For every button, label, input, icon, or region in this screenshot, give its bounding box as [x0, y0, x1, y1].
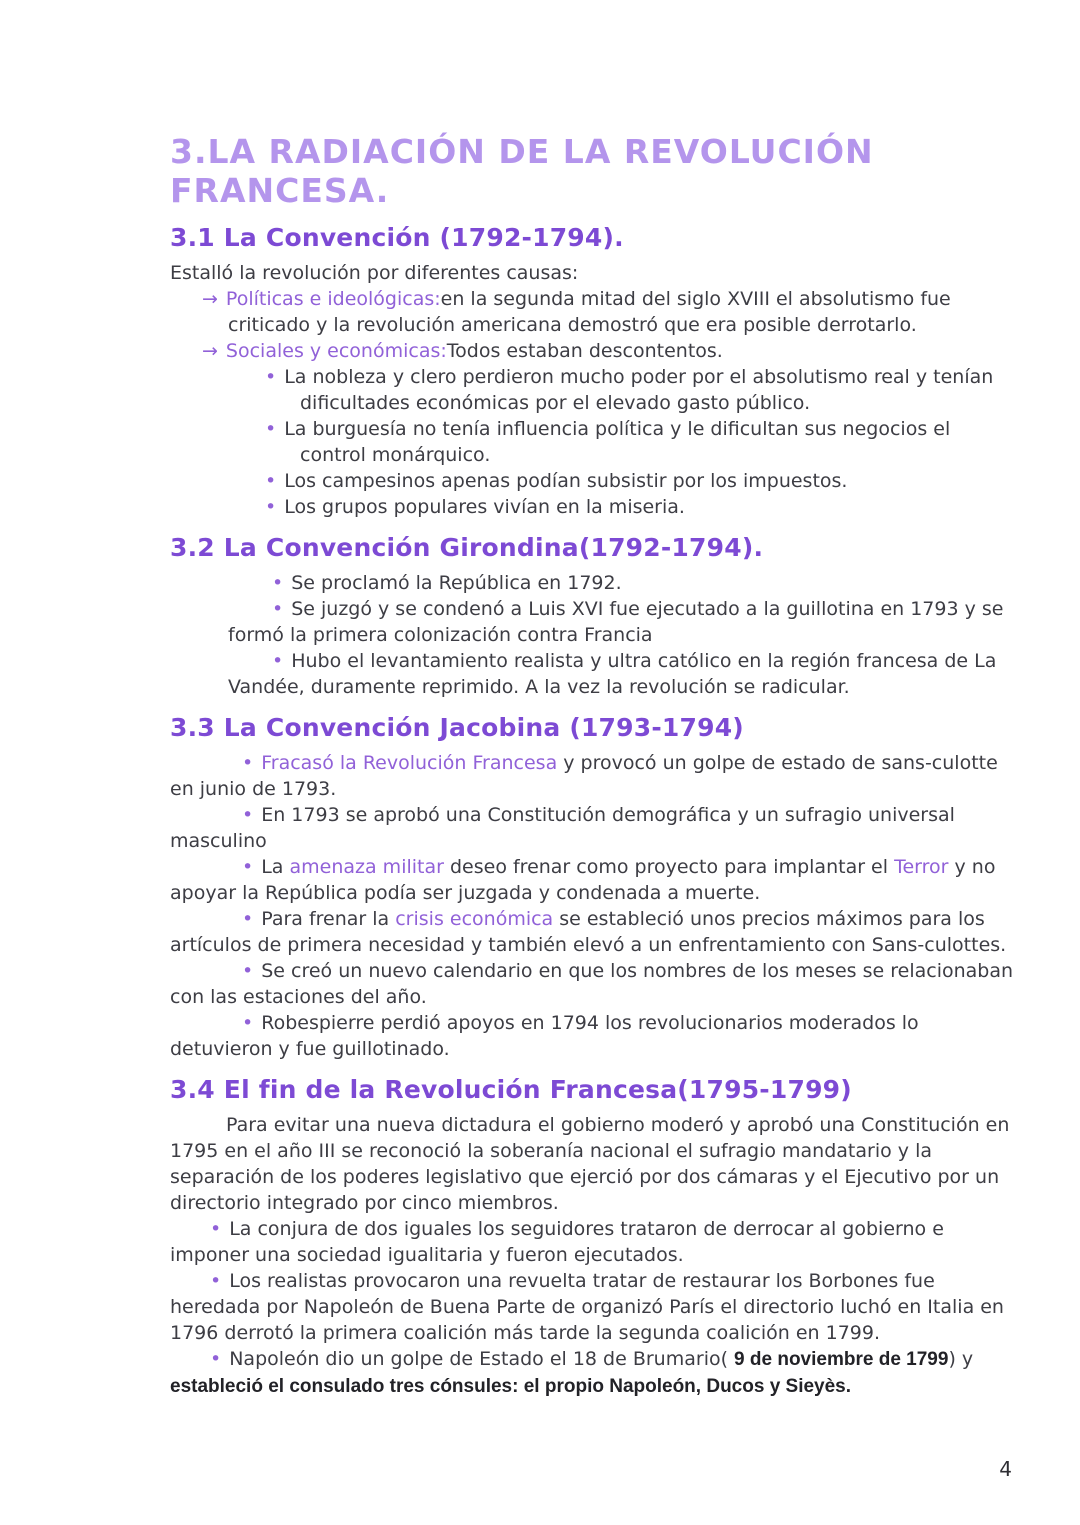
- bullet-item: [170, 1346, 1015, 1400]
- text-alt: 9 de noviembre de 1799: [734, 1349, 949, 1370]
- bullet-item: [170, 1216, 1015, 1268]
- bullet-marker: •: [272, 650, 284, 672]
- section-heading-3-4: 3.4 El fin de la Revolución Francesa(1795-1799): [170, 1075, 852, 1104]
- text-segment: y provocó un golpe de estado de sans-culotte en junio de 1793.: [170, 752, 998, 800]
- text-segment: Se proclamó la República en 1792.: [291, 572, 622, 594]
- arrow-marker: →: [202, 340, 218, 362]
- bullet-marker: •: [265, 470, 277, 492]
- text-accent: crisis económica: [395, 908, 554, 930]
- text-accent: Terror: [894, 856, 949, 878]
- arrow-item: [202, 338, 1015, 364]
- bullet-marker: •: [272, 572, 284, 594]
- text-alt: estableció el consulado tres cónsules: el propio Napoleón, Ducos y Sieyès.: [170, 1376, 852, 1397]
- bullet-item: [265, 416, 1015, 468]
- bullet-item: [170, 854, 1015, 906]
- text-segment: La nobleza y clero perdieron mucho poder por el absolutismo real y tenían dificultades económicas por el elevado gasto público.: [284, 366, 994, 414]
- text-segment: Los campesinos apenas podían subsistir por los impuestos.: [284, 470, 848, 492]
- bullet-item: [170, 906, 1015, 958]
- bullet-item: [228, 648, 1015, 700]
- bullet-item: [170, 750, 1015, 802]
- section-heading-3-1: 3.1 La Convención (1792-1794).: [170, 223, 624, 252]
- bullet-marker: •: [210, 1270, 222, 1292]
- text-segment: se estableció unos precios máximos para los artículos de primera necesidad y también elevó a un enfrentamiento con Sans-culottes.: [170, 908, 1007, 956]
- arrow-item: [202, 286, 1015, 338]
- arrow-marker: →: [202, 288, 218, 310]
- text-segment: y no apoyar la República podía ser juzgada y condenada a muerte.: [170, 856, 996, 904]
- bullet-marker: •: [272, 598, 284, 620]
- section-heading-3-3: 3.3 La Convención Jacobina (1793-1794): [170, 713, 744, 742]
- text-segment: Se creó un nuevo calendario en que los nombres de los meses se relacionaban con las estaciones del año.: [170, 960, 1014, 1008]
- text-segment: Para frenar la: [261, 908, 396, 930]
- bullet-marker: •: [242, 856, 254, 878]
- text-segment: ) y: [948, 1348, 974, 1370]
- bullet-marker: •: [210, 1218, 222, 1240]
- bullet-marker: •: [242, 804, 254, 826]
- text-accent: amenaza militar: [289, 856, 444, 878]
- text-segment: Hubo el levantamiento realista y ultra católico en la región francesa de La Vandée, duramente reprimido. A la vez la revolución se radicular.: [228, 650, 997, 698]
- bullet-marker: •: [265, 418, 277, 440]
- text-segment: Napoleón dio un golpe de Estado el 18 de Brumario(: [229, 1348, 735, 1370]
- section-heading-3-2: 3.2 La Convención Girondina(1792-1794).: [170, 533, 764, 562]
- text-segment: La: [261, 856, 290, 878]
- text-accent: Sociales y económicas:: [225, 340, 447, 362]
- bullet-marker: •: [242, 960, 254, 982]
- bullet-item: [265, 468, 1015, 494]
- text-accent: Políticas e ideológicas:: [225, 288, 441, 310]
- bullet-item: [228, 570, 1015, 596]
- bullet-item: [170, 1010, 1015, 1062]
- text-segment: La conjura de dos iguales los seguidores trataron de derrocar al gobierno e imponer una sociedad igualitaria y fueron ejecutados.: [170, 1218, 944, 1266]
- text-segment: Los realistas provocaron una revuelta tratar de restaurar los Borbones fue heredada por Napoleón de Buena Parte de organizó París el directorio luchó en Italia en 1796 derrotó la primera coalición más tarde la segunda coalición en 1799.: [170, 1270, 1004, 1344]
- bullet-item: [265, 364, 1015, 416]
- bullet-item: [170, 958, 1015, 1010]
- text-segment: Los grupos populares vivían en la miseria.: [284, 496, 685, 518]
- text-segment: Se juzgó y se condenó a Luis XVI fue ejecutado a la guillotina en 1793 y se formó la primera colonización contra Francia: [228, 598, 1004, 646]
- text-segment: Para evitar una nueva dictadura el gobierno moderó y aprobó una Constitución en 1795 en el año III se reconoció la soberanía nacional el sufragio mandatario y la separación de los poderes legislativo que ejerció por dos cámaras y el Ejecutivo por un directorio integrado por cinco miembros.: [170, 1114, 1010, 1214]
- bullet-item: [265, 494, 1015, 520]
- bullet-marker: •: [242, 752, 254, 774]
- paragraph: [170, 1112, 1015, 1216]
- text-segment: Robespierre perdió apoyos en 1794 los revolucionarios moderados lo detuvieron y fue guillotinado.: [170, 1012, 919, 1060]
- page-number: 4: [999, 1457, 1012, 1481]
- bullet-marker: •: [265, 366, 277, 388]
- bullet-marker: •: [242, 1012, 254, 1034]
- bullet-item: [170, 802, 1015, 854]
- bullet-marker: •: [210, 1348, 222, 1370]
- paragraph: [170, 260, 1015, 286]
- bullet-marker: •: [242, 908, 254, 930]
- text-accent: Fracasó la Revolución Francesa: [261, 752, 558, 774]
- text-segment: Estalló la revolución por diferentes causas:: [170, 262, 579, 284]
- text-segment: La burguesía no tenía influencia política y le dificultan sus negocios el control monárquico.: [284, 418, 951, 466]
- bullet-item: [228, 596, 1015, 648]
- bullet-marker: •: [265, 496, 277, 518]
- text-segment: deseo frenar como proyecto para implantar el: [443, 856, 895, 878]
- bullet-item: [170, 1268, 1015, 1346]
- text-segment: en la segunda mitad del siglo XVIII el absolutismo fue criticado y la revolución americana demostró que era posible derrotarlo.: [228, 288, 951, 336]
- text-segment: En 1793 se aprobó una Constitución demográfica y un sufragio universal masculino: [170, 804, 955, 852]
- page-title: 3.LA RADIACIÓN DE LA REVOLUCIÓN FRANCESA.: [170, 132, 874, 210]
- text-segment: Todos estaban descontentos.: [446, 340, 723, 362]
